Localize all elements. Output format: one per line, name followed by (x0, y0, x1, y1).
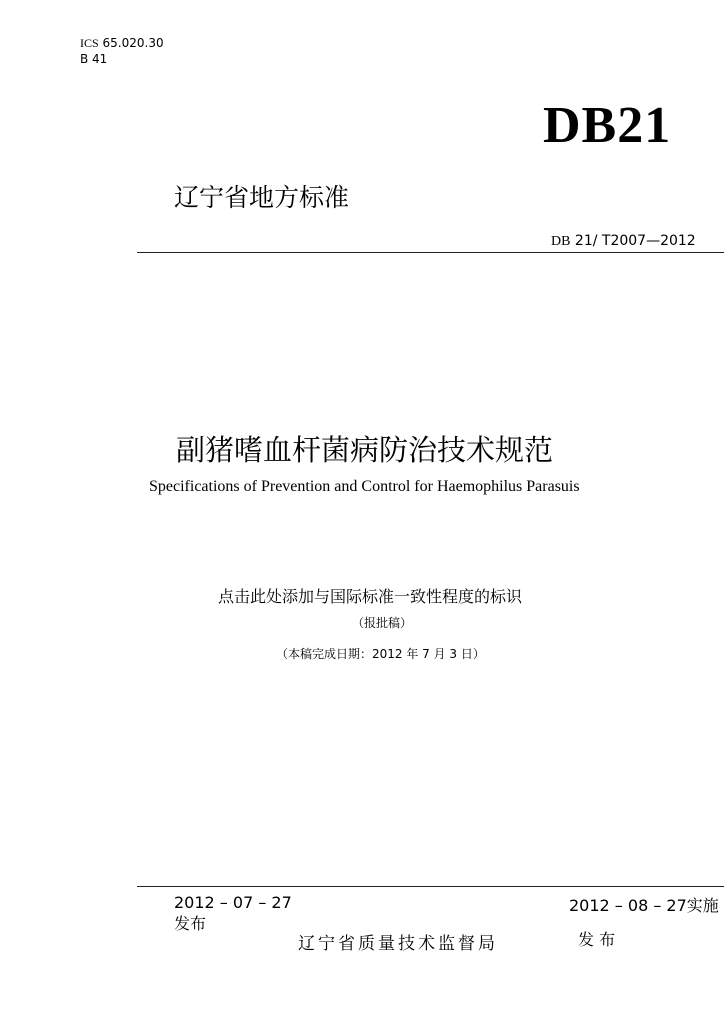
standard-number (551, 233, 696, 250)
release-label: 发 布 (578, 930, 616, 949)
implement-date: 2012 – 08 – 27实施 (569, 896, 719, 915)
bottom-divider (137, 886, 724, 887)
ics-line (80, 36, 164, 51)
standard-number-value: 21/ T2007—2012 (574, 233, 696, 249)
issuing-authority: 辽宁省质量技术监督局 (298, 934, 498, 954)
issuer-type: 辽宁省地方标准 (174, 183, 350, 212)
ics-code: 65.020.30 (102, 36, 164, 50)
standard-number-prefix: DB (551, 234, 571, 249)
publish-suffix: 发布 (174, 914, 207, 933)
completion-date: （本稿完成日期：2012 年 7 月 3 日） (276, 647, 485, 661)
ics-prefix: ICS (80, 36, 99, 50)
category-code: B 41 (80, 52, 108, 66)
draft-status: （报批稿） (352, 616, 413, 630)
publish-suffix-clip (174, 914, 207, 933)
title-en: Specifications of Prevention and Control for Haemophilus Parasuis (149, 478, 580, 495)
consistency-note[interactable]: 点击此处添加与国际标准一致性程度的标识 (218, 587, 523, 606)
standard-mark: DB21 (543, 97, 672, 154)
publish-date: 2012 – 07 – 27 (174, 893, 292, 912)
top-divider (137, 252, 724, 253)
title-cn: 副猪嗜血杆菌病防治技术规范 (176, 433, 554, 467)
